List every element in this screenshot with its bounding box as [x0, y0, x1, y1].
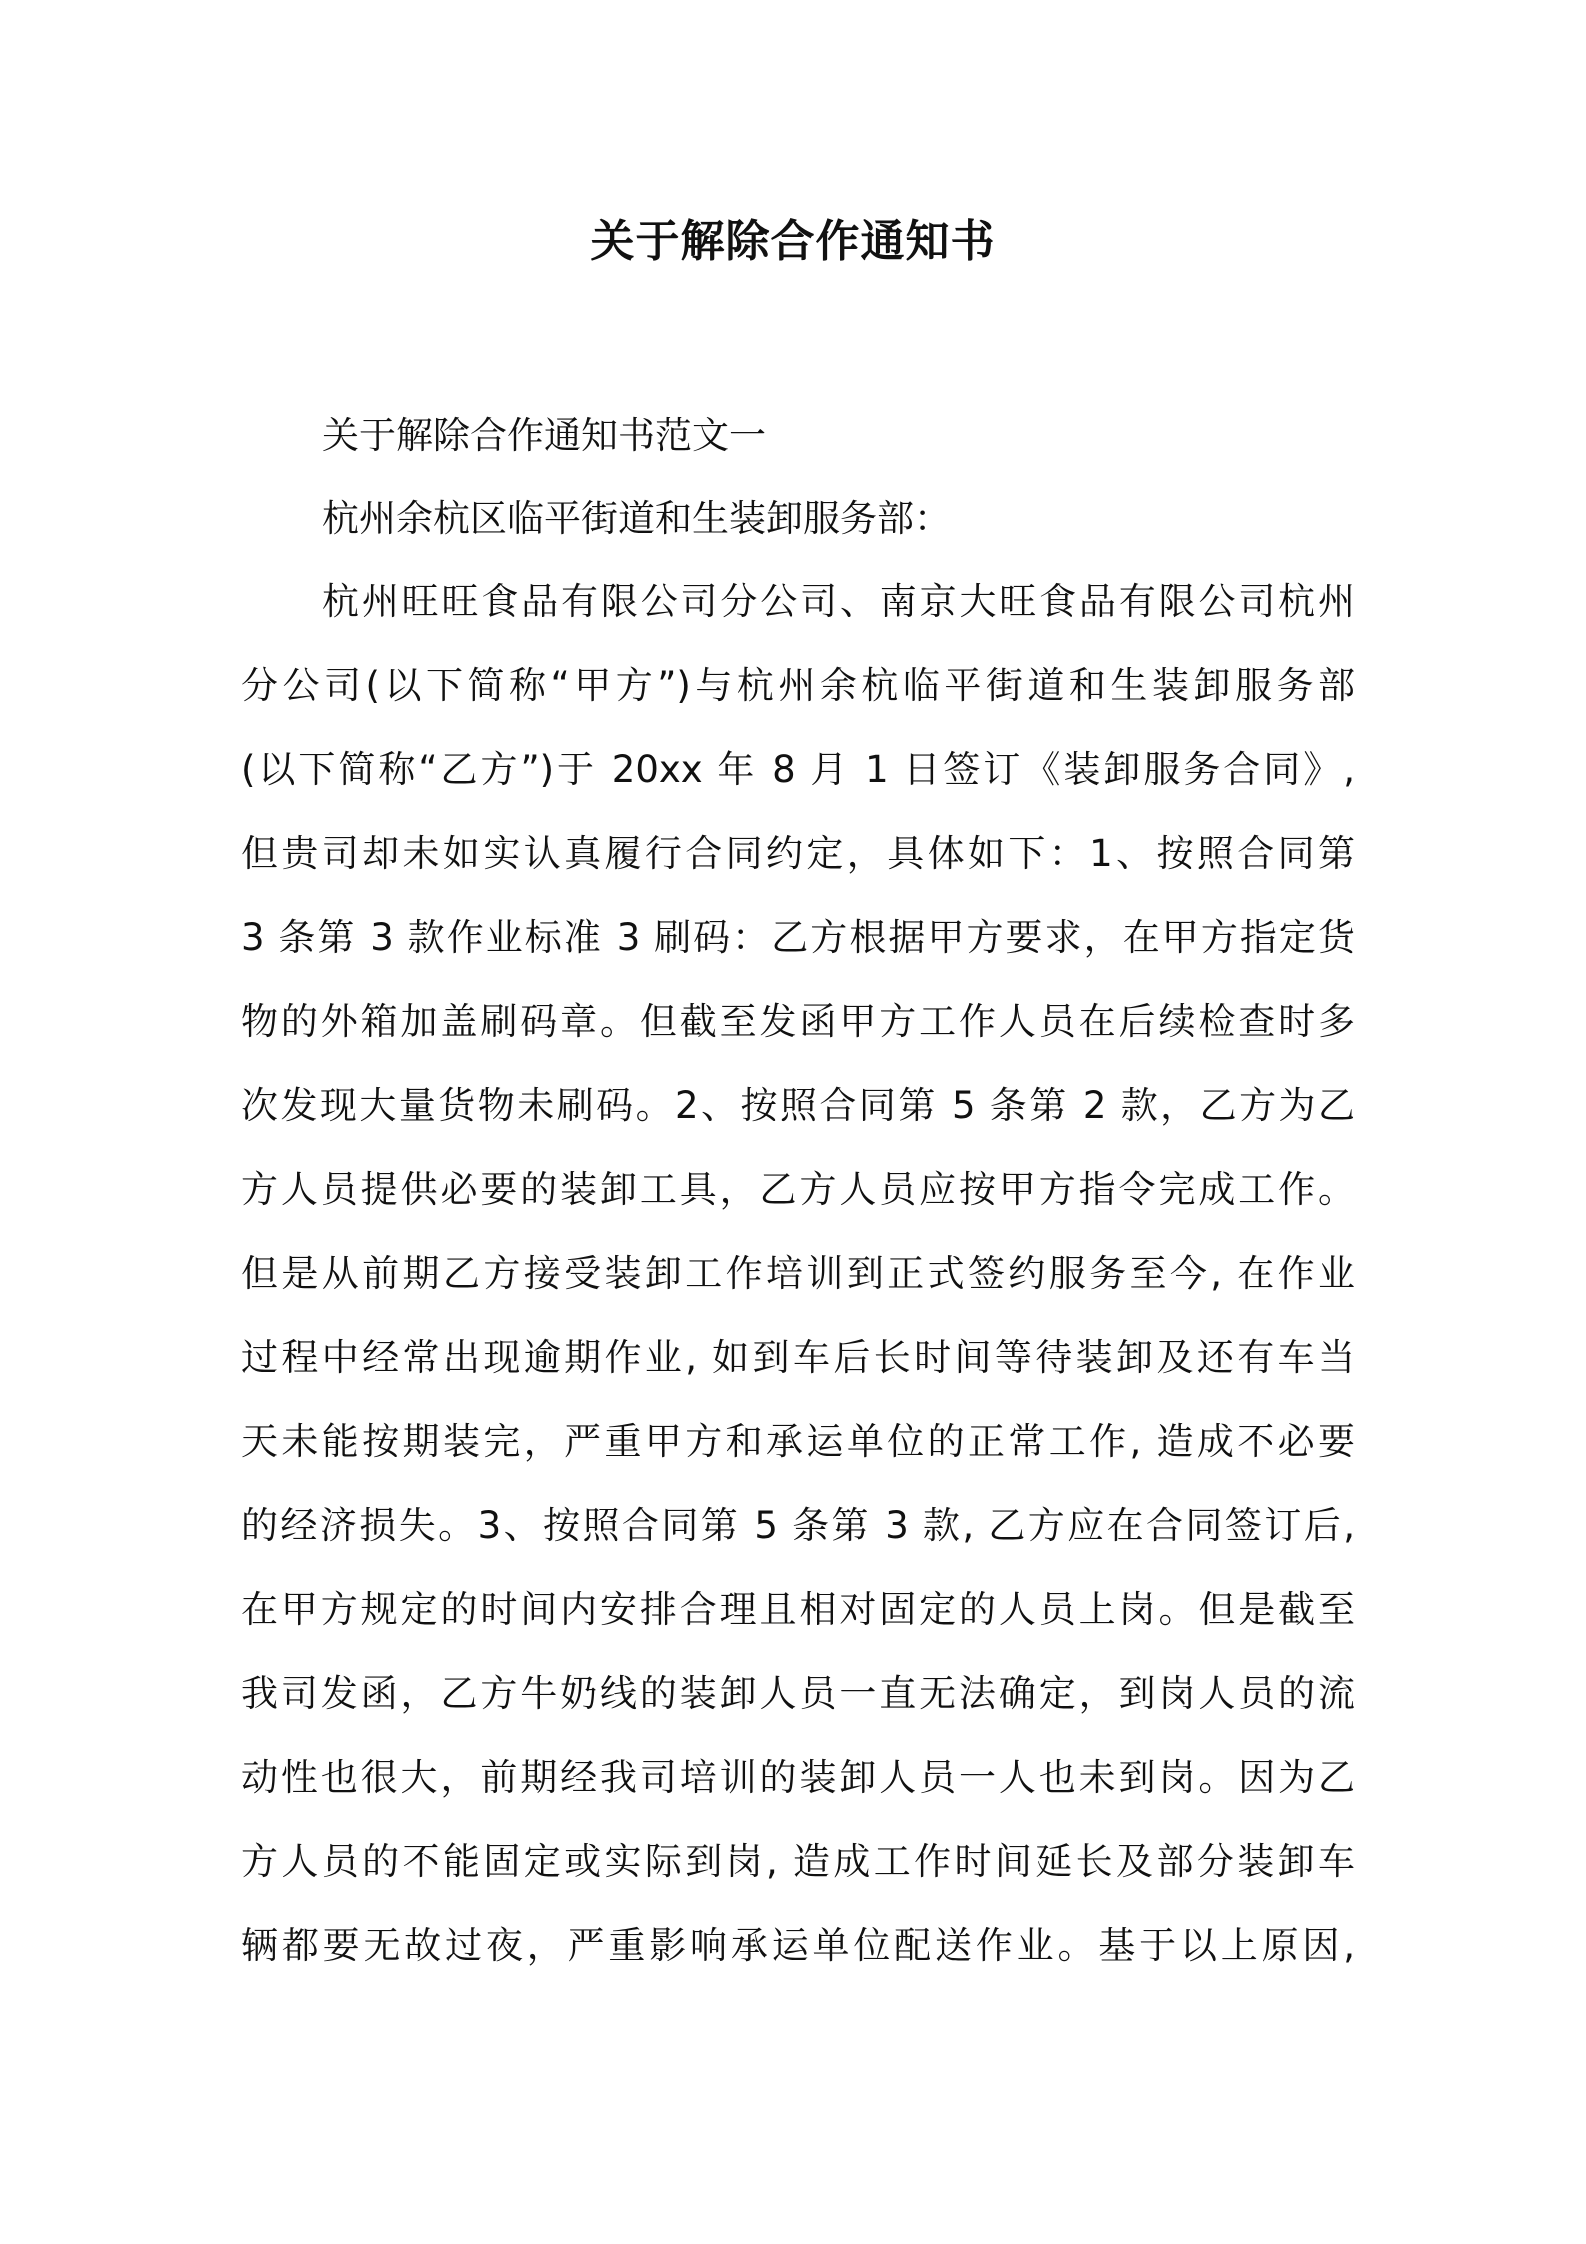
body-line: (以下简称“乙方”)于 20xx 年 8 月 1 日签订《装卸服务合同》, [241, 748, 1355, 791]
body-line: 动性也很大，前期经我司培训的装卸人员一人也未到岗。因为乙 [241, 1756, 1355, 1799]
body-line: 物的外箱加盖刷码章。但截至发函甲方工作人员在后续检查时多 [241, 1000, 1355, 1043]
body-line: 分公司(以下简称“甲方”)与杭州余杭临平街道和生装卸服务部 [241, 664, 1355, 707]
addressee-line: 杭州余杭区临平街道和生装卸服务部： [322, 497, 951, 540]
body-line: 的经济损失。3、按照合同第 5 条第 3 款, 乙方应在合同签订后, [241, 1504, 1355, 1547]
body-line: 天未能按期装完，严重甲方和承运单位的正常工作, 造成不必要 [241, 1420, 1355, 1463]
body-line: 方人员的不能固定或实际到岗, 造成工作时间延长及部分装卸车 [241, 1840, 1355, 1883]
body-line: 我司发函，乙方牛奶线的装卸人员一直无法确定，到岗人员的流 [241, 1672, 1355, 1715]
body-line: 在甲方规定的时间内安排合理且相对固定的人员上岗。但是截至 [241, 1588, 1355, 1631]
body-line: 次发现大量货物未刷码。2、按照合同第 5 条第 2 款，乙方为乙 [241, 1084, 1355, 1127]
body-line: 但是从前期乙方接受装卸工作培训到正式签约服务至今, 在作业 [241, 1252, 1355, 1295]
document-subtitle: 关于解除合作通知书范文一 [322, 414, 766, 457]
body-line: 3 条第 3 款作业标准 3 刷码：乙方根据甲方要求，在甲方指定货 [241, 916, 1355, 959]
document-title: 关于解除合作通知书 [590, 216, 996, 267]
body-paragraph [241, 576, 1355, 2004]
body-line: 过程中经常出现逾期作业, 如到车后长时间等待装卸及还有车当 [241, 1336, 1355, 1379]
body-line: 方人员提供必要的装卸工具，乙方人员应按甲方指令完成工作。 [241, 1168, 1355, 1211]
body-line: 但贵司却未如实认真履行合同约定，具体如下：1、按照合同第 [241, 832, 1355, 875]
body-line: 杭州旺旺食品有限公司分公司、南京大旺食品有限公司杭州 [322, 580, 1355, 623]
body-line: 辆都要无故过夜，严重影响承运单位配送作业。基于以上原因, [241, 1924, 1355, 1967]
